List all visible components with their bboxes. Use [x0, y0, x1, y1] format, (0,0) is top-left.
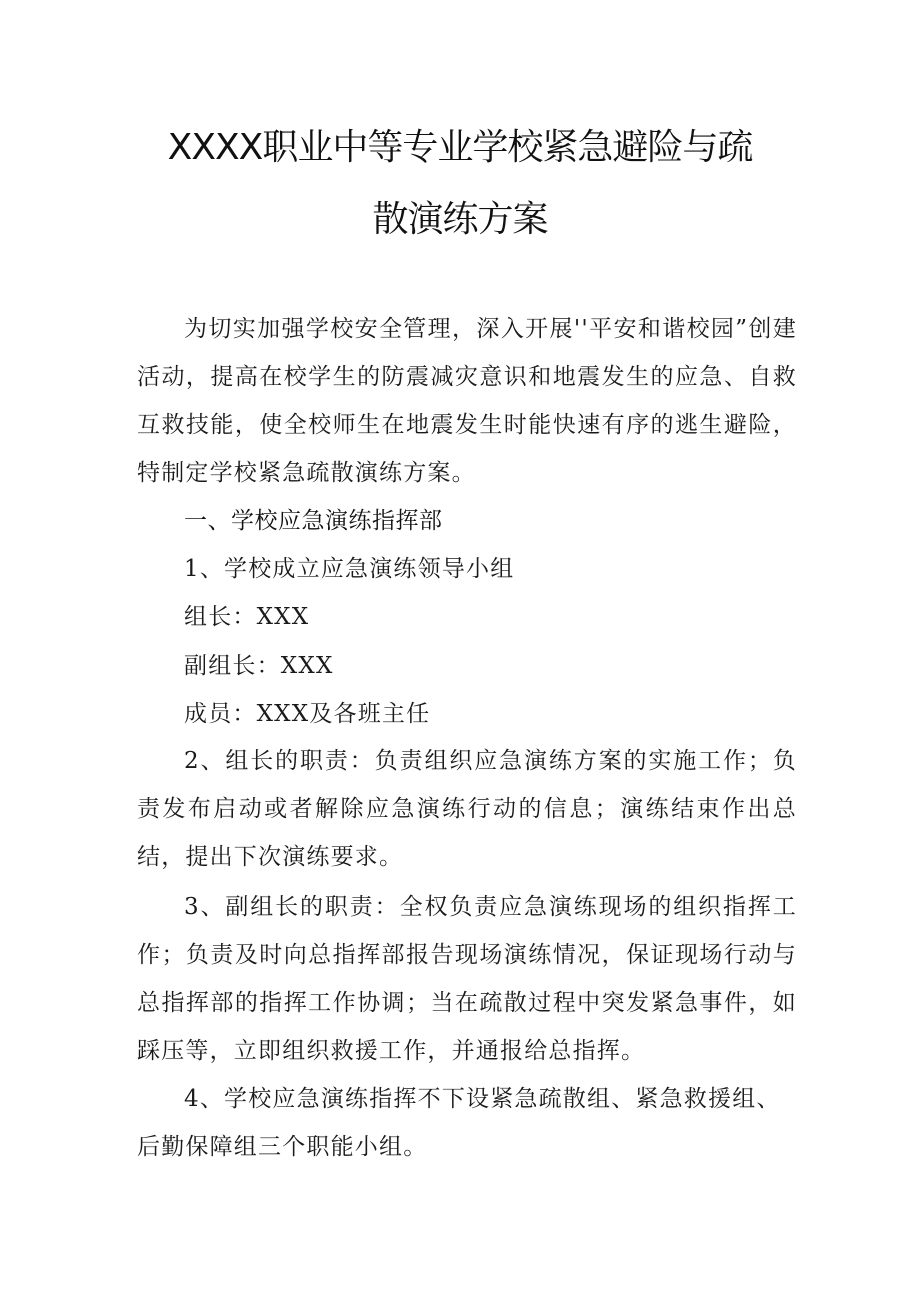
section-heading-command: 一、学校应急演练指挥部	[184, 508, 443, 534]
item-4-line-1: 4、学校应急演练指挥不下设紧急疏散组、紧急救援组、	[184, 1086, 781, 1112]
members-line: 成员：XXX及各班主任	[184, 701, 431, 727]
document-title-line2: 散演练方案	[372, 199, 548, 240]
item-3-deputy-duties: 3、副组长的职责：全权负责应急演练现场的组织指挥工作；负责及时向总指挥部报告现场演练情况，保证现场行动与总指挥部的指挥工作协调；当在疏散过程中突发紧急事件，如踩压等，立即组织救援工作，并通报给总指挥。	[137, 894, 797, 1064]
item-1-leadership-group: 1、学校成立应急演练领导小组	[184, 556, 515, 582]
deputy-leader-line: 副组长：XXX	[184, 653, 334, 679]
intro-paragraph: 为切实加强学校安全管理，深入开展''平安和谐校园”创建活动，提高在校学生的防震减灾意识和地震发生的应急、自救互救技能，使全校师生在地震发生时能快速有序的逃生避险，特制定学校紧急疏散演练方案。	[137, 316, 797, 486]
document-title-line1: XXXX职业中等专业学校紧急避险与疏	[167, 127, 753, 168]
item-4-line-2: 后勤保障组三个职能小组。	[137, 1134, 428, 1160]
item-2-leader-duties: 2、组长的职责：负责组织应急演练方案的实施工作；负责发布启动或者解除应急演练行动的信息；演练结束作出总结，提出下次演练要求。	[137, 748, 797, 870]
leader-line: 组长：XXX	[184, 604, 310, 630]
